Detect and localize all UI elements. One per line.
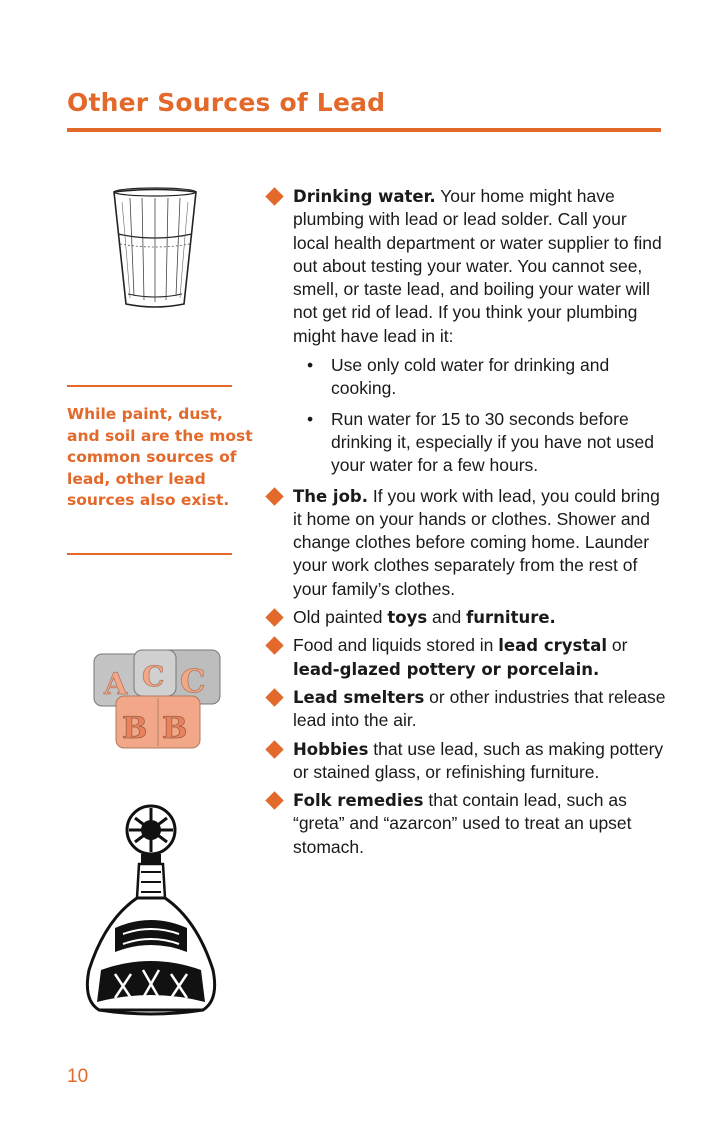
toy-blocks-illustration (88, 644, 234, 754)
sources-list (266, 185, 666, 864)
bullet-icon: • (307, 408, 314, 429)
sub-list-item (293, 408, 666, 478)
block-letter: B (122, 711, 148, 746)
page-number: 10 (67, 1066, 89, 1087)
block-letter: B (162, 711, 188, 746)
item-heading: Drinking water. (293, 187, 436, 206)
item-emphasis: furniture. (466, 608, 556, 628)
item-text: Food and liquids stored in (293, 635, 499, 656)
sub-list-item (293, 354, 666, 401)
item-text: or other industries that release lead into the air. (293, 686, 666, 731)
item-text: Your home might have plumbing with lead or lead solder. Call your local health department or water supplier to find out about testing your water. You cannot see, smell, or taste lead, and boiling your water will not get rid of lead. If you think your plumbing might have lead in it: (293, 186, 662, 346)
orange-diamond-bullet-icon (265, 688, 283, 706)
item-emphasis: lead-glazed pottery or porcelain. (293, 659, 600, 679)
item-heading: Lead smelters (293, 687, 425, 707)
block-letter: C (142, 660, 165, 693)
sidebar-bottom-rule (67, 553, 232, 555)
block-letter: C (180, 662, 206, 700)
item-text: that use lead, such as making pottery or stained glass, or refinishing furniture. (293, 738, 664, 782)
item-text: that contain lead, such as “greta” and “azarcon” used to treat an upset stomach. (293, 790, 632, 857)
orange-diamond-bullet-icon (265, 487, 283, 505)
item-text: or (607, 635, 628, 656)
page-title: Other Sources of Lead (67, 88, 386, 117)
item-emphasis: lead crystal (498, 636, 607, 656)
list-item-the-job (266, 485, 666, 601)
list-item-lead-smelters (266, 686, 666, 733)
list-item-toys-furniture (266, 606, 666, 629)
item-heading: Folk remedies (293, 791, 424, 811)
item-text: and (427, 607, 467, 628)
orange-diamond-bullet-icon (265, 791, 283, 809)
sidebar-top-rule (67, 385, 232, 387)
item-text: If you work with lead, you could bring it home on your hands or clothes. Shower and change clothes before coming home. Launder your work clothes separately from the rest of your family’s clothes. (293, 485, 660, 599)
crystal-decanter-illustration (75, 802, 227, 1020)
orange-diamond-bullet-icon (265, 187, 283, 205)
drinking-glass-illustration (108, 186, 202, 314)
list-item-drinking-water (266, 185, 666, 478)
item-heading: The job. (293, 486, 369, 506)
drinking-water-tips (293, 354, 666, 477)
item-emphasis: toys (387, 608, 428, 628)
orange-diamond-bullet-icon (265, 740, 283, 758)
list-item-folk-remedies (266, 789, 666, 859)
sidebar-callout: While paint, dust, and soil are the most common sources of lead, other lead sources also exist. (67, 405, 253, 509)
list-item-hobbies (266, 738, 666, 785)
bullet-icon: • (307, 355, 314, 376)
orange-diamond-bullet-icon (265, 637, 283, 655)
orange-diamond-bullet-icon (265, 608, 283, 626)
list-item-food-liquids (266, 634, 666, 681)
sub-item-text: Use only cold water for drinking and cooking. (331, 355, 610, 399)
item-heading: Hobbies (293, 739, 369, 759)
sub-item-text: Run water for 15 to 30 seconds before drinking it, especially if you have not used your water for a few hours. (331, 408, 654, 476)
item-text: Old painted (293, 607, 388, 628)
title-rule (67, 128, 661, 132)
block-letter: A (104, 667, 128, 702)
